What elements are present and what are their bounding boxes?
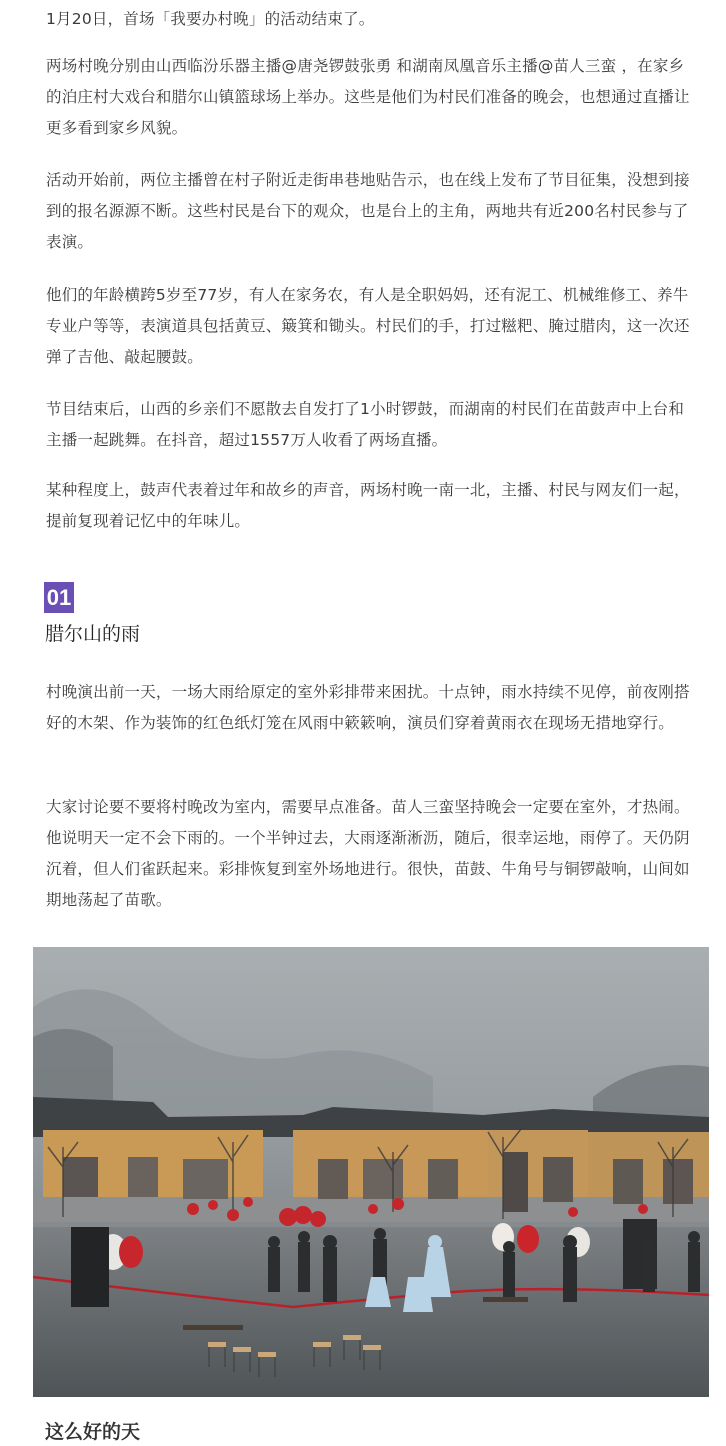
section-number-badge: 01 <box>44 582 74 613</box>
paragraph-rain: 村晚演出前一天，一场大雨给原定的室外彩排带来困扰。十点钟，雨水持续不见停，前夜刚搭好的木架、作为装饰的红色纸灯笼在风雨中簌簌响，演员们穿着黄雨衣在现场无措地穿行。 <box>46 683 690 732</box>
paragraph-intro: 1月20日，首场「我要办村晚」的活动结束了。 <box>46 10 375 28</box>
paragraph-preparation: 活动开始前，两位主播曾在村子附近走街串巷地贴告示，也在线上发布了节目征集，没想到接到的报名源源不断。这些村民是台下的观众，也是台上的主角，两地共有近200名村民参与了表演。 <box>46 171 690 251</box>
section-title: 腊尔山的雨 <box>45 623 141 645</box>
paragraph-hosts: 两场村晚分别由山西临汾乐器主播@唐尧锣鼓张勇 和湖南凤凰音乐主播@苗人三蛮 ，在家乡的泊庄村大戏台和腊尔山镇篮球场上举办。这些是他们为村民们准备的晚会，也想通过直播让更多看到家乡风貌。 <box>46 57 690 137</box>
article-photo <box>33 947 709 1397</box>
next-section-heading: 这么好的天 <box>45 1421 141 1443</box>
paragraph-outdoor-decision: 大家讨论要不要将村晚改为室内，需要早点准备。苗人三蛮坚持晚会一定要在室外，才热闹。他说明天一定不会下雨的。一个半钟过去，大雨逐渐淅沥，随后，很幸运地，雨停了。天仍阴沉着，但人们雀跃起来。彩排恢复到室外场地进行。很快，苗鼓、牛角号与铜锣敲响，山间如期地荡起了苗歌。 <box>46 798 690 909</box>
paragraph-after-show: 节目结束后，山西的乡亲们不愿散去自发打了1小时锣鼓，而湖南的村民们在苗鼓声中上台和主播一起跳舞。在抖音，超过1557万人收看了两场直播。 <box>46 400 685 449</box>
paragraph-drum-sound: 某种程度上，鼓声代表着过年和故乡的声音，两场村晚一南一北，主播、村民与网友们一起，提前复现着记忆中的年味儿。 <box>46 481 690 530</box>
paragraph-villagers: 他们的年龄横跨5岁至77岁，有人在家务农，有人是全职妈妈，还有泥工、机械维修工、养牛专业户等等，表演道具包括黄豆、簸箕和锄头。村民们的手，打过糍粑、腌过腊肉，这一次还弹了吉他、敲起腰鼓。 <box>46 286 690 366</box>
